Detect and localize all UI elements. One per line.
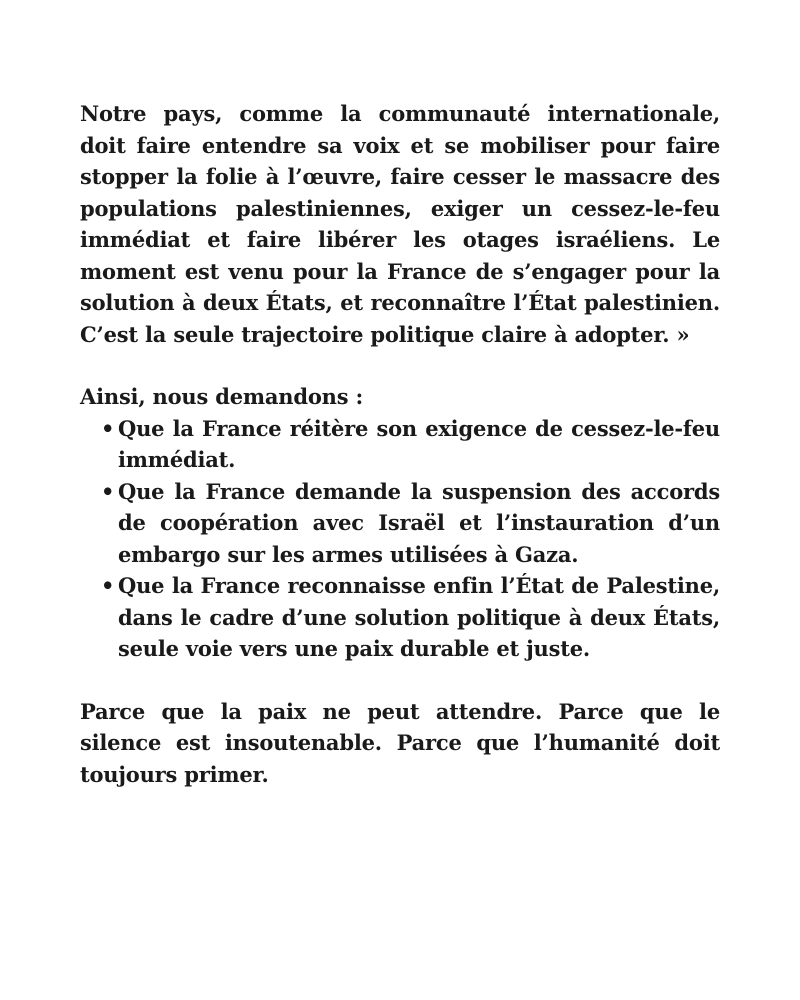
demands-intro: Ainsi, nous demandons : — [80, 384, 364, 409]
demand-text: Que la France réitère son exigence de cessez-le-feu immédiat. — [118, 415, 720, 472]
paragraph-spacer — [80, 665, 720, 696]
bullet-icon: • — [101, 573, 115, 598]
demands-list — [80, 413, 720, 665]
bullet-icon: • — [101, 478, 115, 504]
demand-text: Que la France reconnaisse enfin l’État de Palestine, dans le cadre d’une solution politique à deux États, seule voie vers une paix durable et juste. — [118, 573, 720, 661]
document-page — [80, 98, 720, 790]
paragraph-spacer — [80, 350, 720, 381]
closing-paragraph: Parce que la paix ne peut attendre. Parce que le silence est insoutenable. Parce que l’humanité doit toujours primer. — [80, 698, 720, 787]
intro-paragraph: Notre pays, comme la communauté internationale, doit faire entendre sa voix et se mobiliser pour faire stopper la folie à l’œuvre, faire cesser le massacre des populations palestiniennes, exiger un cessez-le-feu immédiat et faire libérer les otages israéliens. Le moment est venu pour la France de s’engager pour la solution à deux États, et reconnaître l’État palestinien. C’est la seule trajectoire politique claire à adopter. » — [80, 101, 720, 347]
demand-item-1 — [101, 413, 720, 476]
demand-text: Que la France demande la suspension des accords de coopération avec Israël et l’instauration d’un embargo sur les armes utilisées à Gaza. — [118, 478, 720, 567]
demand-item-3 — [101, 570, 720, 665]
demand-item-2 — [101, 476, 720, 571]
bullet-icon: • — [101, 415, 115, 441]
